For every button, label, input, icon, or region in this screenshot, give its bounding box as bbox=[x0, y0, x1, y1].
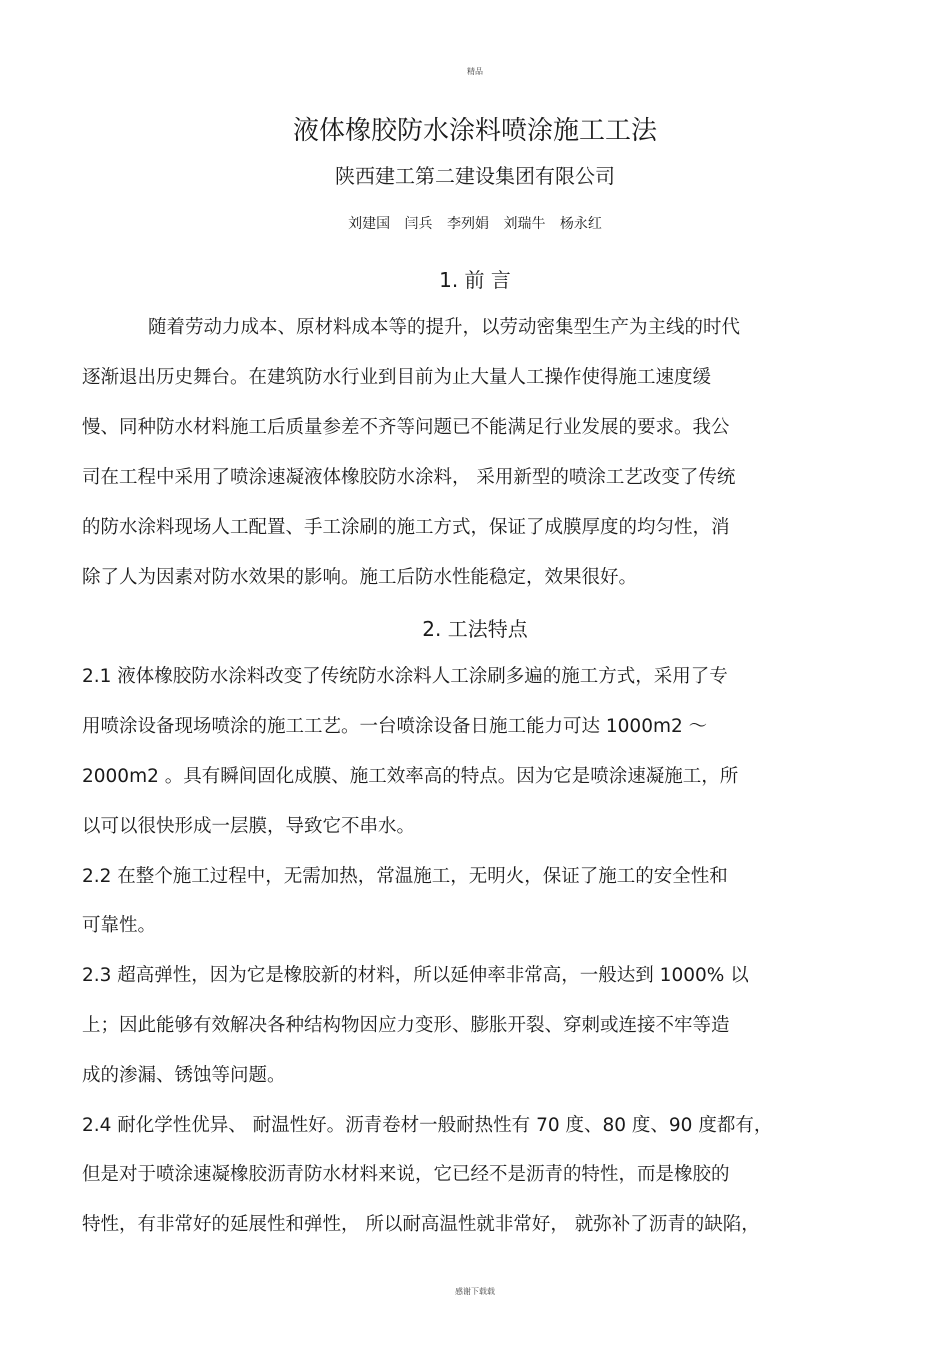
authors: 刘建国 闫兵 李列娟 刘瑞牛 杨永红 bbox=[348, 216, 602, 232]
header-mark: 精品 bbox=[467, 67, 483, 76]
paragraph-line: 特性，有非常好的延展性和弹性， 所以耐高温性就非常好， 就弥补了沥青的缺陷， bbox=[82, 1214, 760, 1235]
paragraph-line: 慢、同种防水材料施工后质量参差不齐等问题已不能满足行业发展的要求。我公 bbox=[82, 417, 730, 438]
paragraph-line: 2.1 液体橡胶防水涂料改变了传统防水涂料人工涂刷多遍的施工方式，采用了专 bbox=[82, 666, 728, 687]
paragraph-line: 上；因此能够有效解决各种结构物因应力变形、膨胀开裂、穿刺或连接不牢等造 bbox=[82, 1015, 730, 1036]
organization: 陕西建工第二建设集团有限公司 bbox=[335, 164, 615, 188]
paragraph-line: 可靠性。 bbox=[82, 915, 157, 936]
paragraph-line: 用喷涂设备现场喷涂的施工工艺。一台喷涂设备日施工能力可达 1000m2 ～ bbox=[82, 716, 708, 737]
section-heading-1: 1. 前 言 bbox=[439, 268, 511, 292]
paragraph-line: 以可以很快形成一层膜，导致它不串水。 bbox=[82, 816, 416, 837]
section-heading-2: 2. 工法特点 bbox=[422, 617, 528, 641]
paragraph-line: 逐渐退出历史舞台。在建筑防水行业到目前为止大量人工操作使得施工速度缓 bbox=[82, 367, 712, 388]
paragraph-line: 2.3 超高弹性，因为它是橡胶新的材料，所以延伸率非常高，一般达到 1000% 以 bbox=[82, 965, 749, 986]
paragraph-line: 除了人为因素对防水效果的影响。施工后防水性能稳定，效果很好。 bbox=[82, 567, 638, 588]
paragraph-line: 2000m2 。具有瞬间固化成膜、施工效率高的特点。因为它是喷涂速凝施工，所 bbox=[82, 766, 739, 787]
paragraph-line: 2.4 耐化学性优异、 耐温性好。沥青卷材一般耐热性有 70 度、80 度、90 度都有， bbox=[82, 1115, 773, 1136]
document-title: 液体橡胶防水涂料喷涂施工工法 bbox=[292, 116, 657, 146]
paragraph-line: 司在工程中采用了喷涂速凝液体橡胶防水涂料， 采用新型的喷涂工艺改变了传统 bbox=[82, 467, 736, 488]
paragraph-line: 但是对于喷涂速凝橡胶沥青防水材料来说，它已经不是沥青的特性，而是橡胶的 bbox=[82, 1164, 730, 1185]
paragraph-line: 的防水涂料现场人工配置、手工涂刷的施工方式，保证了成膜厚度的均匀性，消 bbox=[82, 517, 730, 538]
paragraph-line: 2.2 在整个施工过程中，无需加热，常温施工，无明火，保证了施工的安全性和 bbox=[82, 866, 728, 887]
paragraph-line: 随着劳动力成本、原材料成本等的提升，以劳动密集型生产为主线的时代 bbox=[148, 317, 741, 338]
footer-mark: 感谢下载载 bbox=[455, 1287, 495, 1296]
paragraph-line: 成的渗漏、锈蚀等问题。 bbox=[82, 1065, 286, 1086]
